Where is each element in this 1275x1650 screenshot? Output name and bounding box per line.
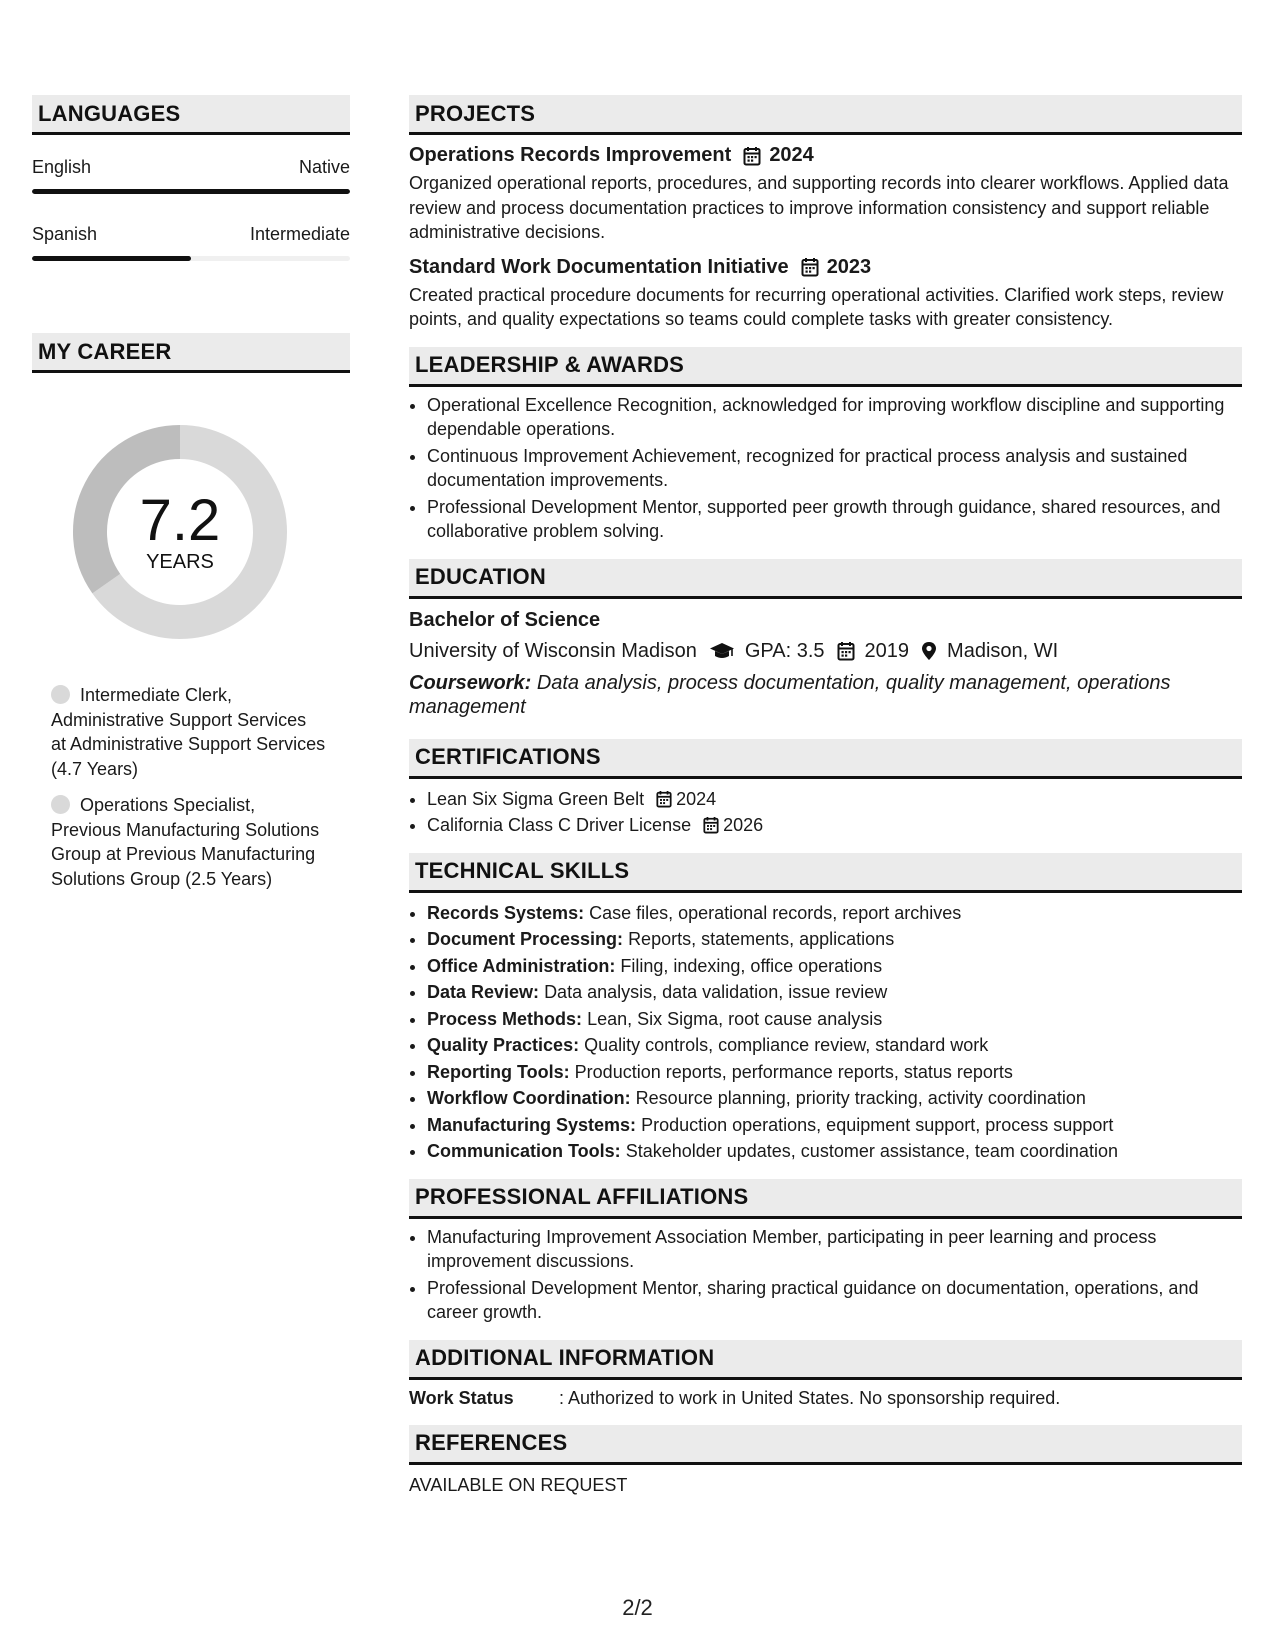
skill-value: Filing, indexing, office operations	[620, 955, 883, 976]
list-item	[427, 813, 1242, 838]
language-proficiency-bar	[32, 189, 350, 194]
project-description: Organized operational reports, procedures, and supporting records into clearer workflows. Applied data review and process documentation practices to improve information consistency and support reliable administrative decisions.	[409, 173, 1229, 242]
language-name: Spanish	[32, 224, 98, 244]
language-spanish	[32, 224, 350, 261]
page-number: 2/2	[622, 1595, 653, 1620]
education-degree: Bachelor of Science	[409, 608, 601, 631]
list-item: • Continuous Improvement Achievement, recognized for practical process analysis and sustained documentation improvements.	[427, 444, 1242, 493]
language-level: Intermediate	[249, 224, 350, 244]
legend-text: Intermediate Clerk, Administrative Support Services at Administrative Support Services (4.7 Years)	[51, 685, 326, 779]
map-pin-icon	[921, 641, 937, 661]
skill-value: Resource planning, priority tracking, activity coordination	[635, 1088, 1086, 1108]
graduation-cap-icon	[709, 642, 735, 660]
language-english	[32, 157, 350, 194]
project-item	[409, 144, 1242, 245]
career-total-value: 7.2	[139, 487, 221, 553]
skill-item	[427, 1060, 1242, 1085]
project-year: 2024	[769, 144, 814, 166]
skill-label: Document Processing:	[427, 929, 624, 949]
skill-label: Records Systems:	[427, 902, 585, 923]
language-proficiency-bar	[32, 256, 350, 261]
career-donut-chart	[65, 417, 295, 647]
certification-name: • Lean Six Sigma Green Belt	[427, 788, 645, 809]
project-item	[409, 256, 1242, 332]
certifications-list	[409, 787, 1242, 838]
education-year: 2019	[864, 639, 910, 662]
certification-year: 2026	[723, 815, 764, 835]
coursework-text: Data analysis, process documentation, quality management, operations management	[409, 671, 1171, 718]
skill-item	[427, 980, 1242, 1005]
calendar-icon	[801, 257, 819, 277]
certification-name: • California Class C Driver License	[427, 815, 692, 835]
coursework-label: Coursework:	[409, 671, 532, 694]
project-description: Created practical procedure documents for recurring operational activities. Clarified work steps, review points, and quality expectations so teams could complete tasks with greater consistency.	[409, 284, 1224, 329]
language-proficiency-fill	[32, 189, 350, 194]
education-location: Madison, WI	[947, 639, 1059, 662]
skill-item	[427, 1007, 1242, 1032]
project-year: 2023	[826, 255, 872, 278]
legend-text: Operations Specialist, Previous Manufacturing Solutions Group at Previous Manufacturing Solutions Group (2.5 Years)	[51, 795, 320, 889]
skill-label: Manufacturing Systems:	[427, 1114, 637, 1135]
skill-value: Quality controls, compliance review, standard work	[584, 1035, 989, 1055]
education-coursework	[409, 671, 1242, 719]
career-legend	[32, 683, 326, 891]
languages-heading: LANGUAGES	[32, 95, 350, 135]
list-item	[427, 787, 1242, 812]
education-gpa: GPA: 3.5	[744, 639, 825, 662]
skill-item	[427, 1139, 1242, 1164]
references-text: AVAILABLE ON REQUEST	[409, 1474, 628, 1495]
skill-value: Data analysis, data validation, issue review	[544, 982, 888, 1002]
work-status-row	[409, 1388, 1242, 1409]
legend-dot-icon	[51, 795, 70, 814]
skill-label: Communication Tools:	[427, 1141, 621, 1161]
certification-year: 2024	[676, 788, 717, 809]
skill-value: Lean, Six Sigma, root cause analysis	[587, 1008, 883, 1029]
skill-item	[427, 927, 1242, 952]
list-item: • Operational Excellence Recognition, acknowledged for improving workflow discipline and supporting dependable operations.	[427, 393, 1242, 442]
legend-item	[51, 793, 326, 891]
skill-label: Reporting Tools:	[427, 1061, 570, 1082]
skill-value: Production reports, performance reports, status reports	[574, 1061, 1013, 1082]
list-item: • Professional Development Mentor, sharing practical guidance on documentation, operations, and career growth.	[427, 1276, 1242, 1325]
right-column	[409, 95, 1242, 1497]
work-status-label: Work Status	[409, 1387, 514, 1408]
skill-value: Reports, statements, applications	[628, 929, 895, 949]
work-status-value: : Authorized to work in United States. No sponsorship required.	[559, 1387, 1061, 1408]
skill-item	[427, 1113, 1242, 1138]
affiliations-list	[409, 1225, 1242, 1325]
language-name: English	[32, 157, 92, 177]
skill-label: Workflow Coordination:	[427, 1088, 631, 1108]
skill-item	[427, 954, 1242, 979]
projects-heading: PROJECTS	[409, 95, 1242, 135]
left-column	[32, 95, 350, 903]
language-proficiency-fill	[32, 256, 191, 261]
skill-label: Process Methods:	[427, 1008, 583, 1029]
calendar-icon	[703, 816, 719, 834]
legend-item	[51, 683, 326, 781]
references-heading: REFERENCES	[409, 1425, 1242, 1465]
leadership-heading: LEADERSHIP & AWARDS	[409, 347, 1242, 387]
list-item: • Manufacturing Improvement Association Member, participating in peer learning and process improvement discussions.	[427, 1225, 1242, 1274]
skill-value: Production operations, equipment support, process support	[641, 1114, 1114, 1135]
language-level: Native	[298, 157, 350, 177]
skill-value: Case files, operational records, report archives	[589, 902, 962, 923]
project-title: Operations Records Improvement	[409, 144, 732, 166]
list-item: • Professional Development Mentor, supported peer growth through guidance, shared resources, and collaborative problem solving.	[427, 495, 1242, 544]
certifications-heading: CERTIFICATIONS	[409, 739, 1242, 779]
education-heading: EDUCATION	[409, 559, 1242, 599]
skill-label: Quality Practices:	[427, 1035, 580, 1055]
affiliations-heading: PROFESSIONAL AFFILIATIONS	[409, 1179, 1242, 1219]
career-total-unit: YEARS	[146, 550, 214, 573]
project-title: Standard Work Documentation Initiative	[409, 255, 789, 278]
calendar-icon	[743, 146, 761, 166]
skills-heading: TECHNICAL SKILLS	[409, 853, 1242, 893]
skill-item	[427, 901, 1242, 926]
skills-list	[409, 901, 1242, 1164]
legend-dot-icon	[51, 685, 70, 704]
calendar-icon	[656, 790, 672, 808]
skill-item	[427, 1086, 1242, 1111]
skill-value: Stakeholder updates, customer assistance, team coordination	[625, 1141, 1118, 1161]
leadership-list	[409, 393, 1242, 544]
additional-info-heading: ADDITIONAL INFORMATION	[409, 1340, 1242, 1380]
education-details	[409, 640, 1242, 663]
skill-label: Data Review:	[427, 982, 540, 1002]
skill-item	[427, 1033, 1242, 1058]
education-school: University of Wisconsin Madison	[409, 639, 697, 662]
calendar-icon	[837, 641, 855, 661]
skill-label: Office Administration:	[427, 955, 616, 976]
career-heading: MY CAREER	[32, 333, 350, 373]
